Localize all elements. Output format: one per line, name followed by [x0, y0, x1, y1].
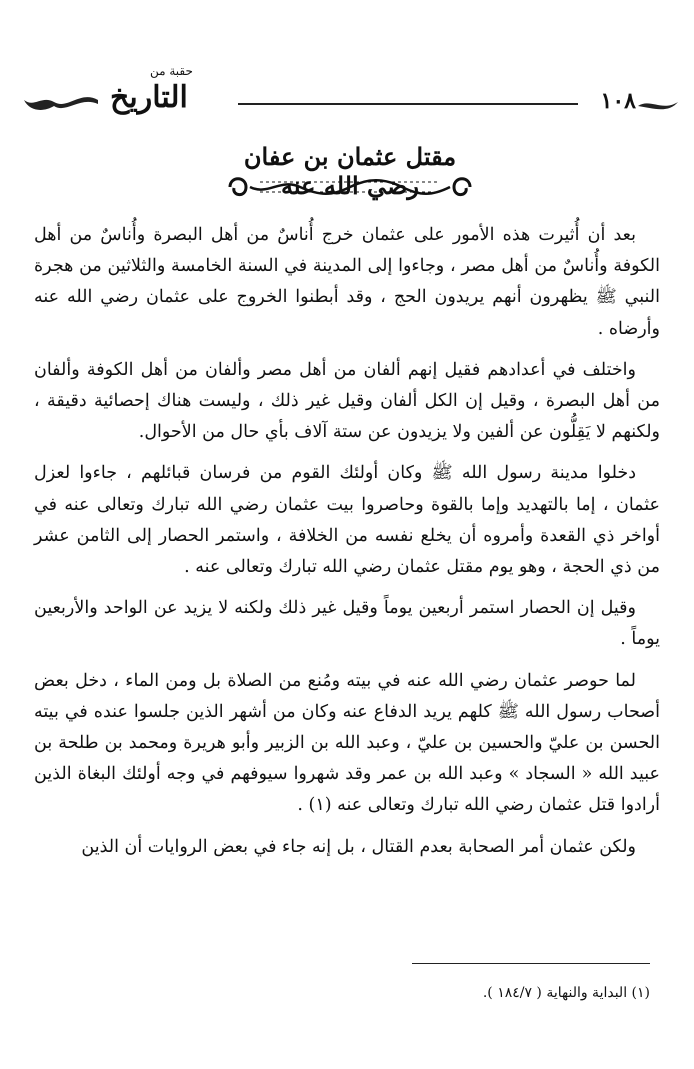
calligraphy-swash-icon	[20, 86, 100, 114]
chapter-title: مقتل عثمان بن عفان رضي الله عنه	[243, 142, 457, 200]
paragraph: دخلوا مدينة رسول الله ﷺ وكان أولئك القوم من فرسان قبائلهم ، جاءوا لعزل عثمان ، إما بالتهديد وإما بالقوة وحاصروا بيت عثمان رضي الله تبارك وتعالى عنه في أواخر ذي القعدة وأمروه أن يخلع نفسه من الخلافة ، واستمر الحصار إلى الثامن عشر من ذي الحجة ، وهو يوم مقتل عثمان رضي الله تبارك وتعالى عنه .	[34, 463, 660, 578]
title-ornament-icon	[220, 172, 480, 202]
header-rule	[238, 103, 578, 105]
swash-ornament-icon	[636, 94, 680, 114]
page-header	[20, 58, 680, 118]
paragraph: وقيل إن الحصار استمر أربعين يوماً وقيل غير ذلك ولكنه لا يزيد عن الواحد والأربعين يوماً .	[34, 598, 660, 650]
chapter-heading	[220, 142, 480, 206]
paragraph: واختلف في أعدادهم فقيل إنهم ألفان من أهل مصر وألفان من أهل الكوفة وألفان من أهل البصرة ، وقيل إن الكل ألفان وقيل غير ذلك ، وليست هناك إحصائية دقيقة ، ولكنهم لا يَقِلُّون عن ألفين ولا يزيدون عن ستة آلاف بأي حال من الأحوال.	[34, 359, 660, 443]
paragraph: لما حوصر عثمان رضي الله عنه في بيته ومُنع من الصلاة بل ومن الماء ، دخل بعض أصحاب رسول الله ﷺ كلهم يريد الدفاع عنه وكان من أشهر الذين جلسوا عنده في بيته الحسن بن عليّ والحسين بن عليّ ، وعبد الله بن الزبير وأبو هريرة ومحمد بن طلحة بن عبيد الله « السجاد » وعبد الله بن عمر وقد شهروا سيوفهم في وجه أولئك البغاة الذين أرادوا قتل عثمان رضي الله تبارك وتعالى عنه (١) .	[34, 670, 660, 816]
footnote-divider	[412, 963, 650, 964]
book-title-main: التاريخ	[110, 80, 188, 115]
paragraph: ولكن عثمان أمر الصحابة بعدم القتال ، بل إنه جاء في بعض الروايات أن الذين	[81, 836, 636, 857]
book-title-small: حقبة من	[150, 64, 193, 78]
paragraph: بعد أن أُثيرت هذه الأمور على عثمان خرج أُناسٌ من أهل البصرة وأُناسٌ من أهل الكوفة وأُناسٌ من أهل مصر ، وجاءوا إلى المدينة في السنة الخامسة والثلاثين من هجرة النبي ﷺ يظهرون أنهم يريدون الحج ، وقد أبطنوا الخروج على عثمان رضي الله عنه وأرضاه .	[34, 225, 660, 339]
main-text	[34, 220, 660, 873]
footnote: (١) البداية والنهاية ( ١٨٤/٧ ).	[482, 985, 650, 1001]
book-title-logo	[20, 58, 232, 120]
page-number: ١٠٨	[600, 88, 636, 114]
